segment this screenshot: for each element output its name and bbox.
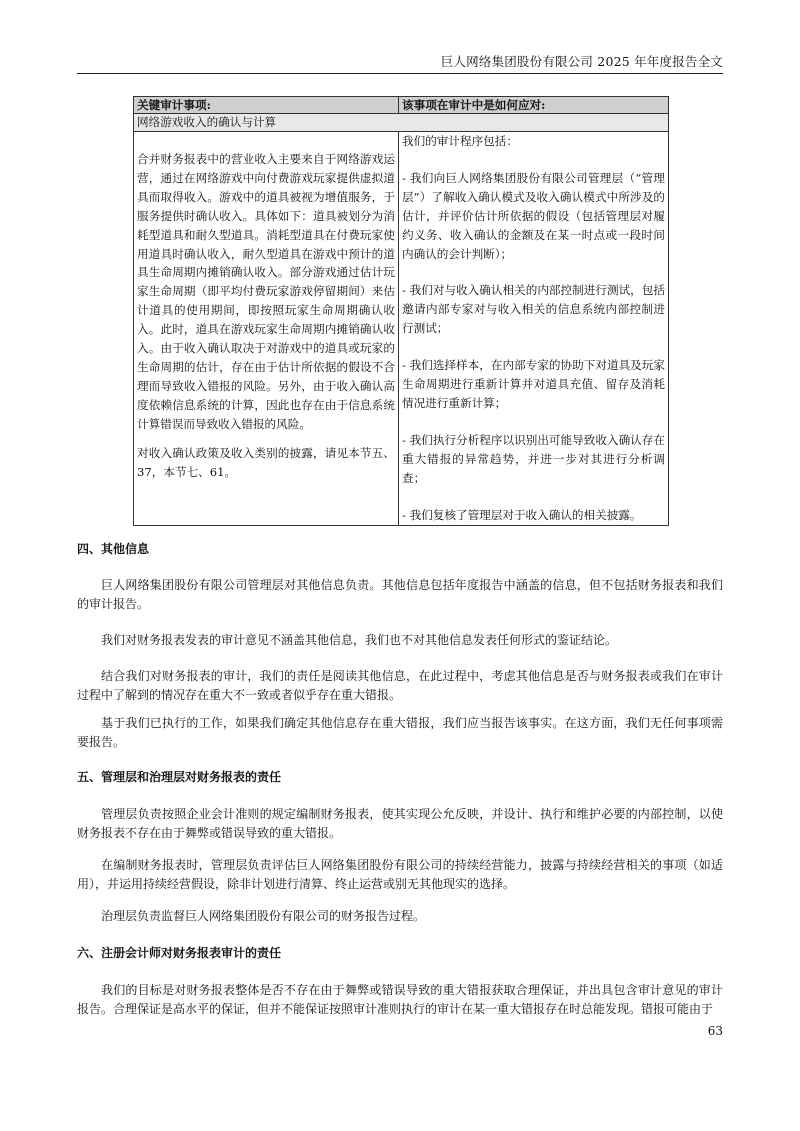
section-heading: 六、注册会计师对财务报表审计的责任	[77, 946, 282, 960]
section-heading: 五、管理层和治理层对财务报表的责任	[77, 770, 282, 784]
section-management-responsibility-heading-block	[77, 768, 723, 787]
header-divider	[77, 73, 723, 74]
col-header-key-matter: 关键审计事项:	[134, 97, 399, 114]
audit-procedure-item: - 我们选择样本，在内部专家的协助下对道具及玩家生命周期进行重新计算并对道具充值、留存及消耗情况进行重新计算；	[402, 358, 665, 410]
section4-paragraph-4-block	[77, 714, 723, 752]
section5-paragraph-2-block	[77, 856, 723, 894]
body-paragraph: 在编制财务报表时，管理层负责评估巨人网络集团股份有限公司的持续经营能力，披露与持续经营相关的事项（如适用），并运用持续经营假设，除非计划进行清算、终止运营或别无其他现实的选择。	[77, 858, 723, 891]
table-subheader-row	[134, 114, 669, 132]
audit-procedure-item: - 我们复核了管理层对于收入确认的相关披露。	[402, 507, 642, 522]
body-paragraph: 我们的目标是对财务报表整体是否不存在由于舞弊或错误导致的重大错报获取合理保证，并出具包含审计意见的审计报告。合理保证是高水平的保证，但并不能保证按照审计准则执行的审计在某一重大错报存在时总能发现。错报可能由于	[77, 983, 723, 1016]
matter-description-cell	[134, 132, 399, 526]
page-number: 63	[707, 1024, 723, 1038]
section-other-information-heading-block	[77, 540, 723, 559]
page-header-title: 巨人网络集团股份有限公司 2025 年年度报告全文	[440, 54, 723, 69]
matter-disclosure-reference: 对收入确认政策及收入类别的披露，请见本节五、37，本节七、61。	[137, 445, 395, 479]
body-paragraph: 我们对财务报表发表的审计意见不涵盖其他信息，我们也不对其他信息发表任何形式的鉴证结论。	[101, 633, 618, 647]
audit-procedure-intro: 我们的审计程序包括：	[402, 134, 518, 148]
section5-paragraph-3-block	[77, 907, 723, 926]
audit-procedure-item: - 我们对与收入确认相关的内部控制进行测试，包括邀请内部专家对与收入相关的信息系统内部控制进行测试；	[402, 283, 665, 336]
body-paragraph: 治理层负责监督巨人网络集团股份有限公司的财务报告过程。	[101, 909, 426, 923]
table-body-row	[134, 132, 669, 526]
body-paragraph: 基于我们已执行的工作，如果我们确定其他信息存在重大错报，我们应当报告该事实。在这方面，我们无任何事项需要报告。	[77, 716, 723, 749]
table-header-row	[134, 97, 669, 114]
section4-paragraph-3-block	[77, 667, 723, 705]
section5-paragraph-1-block	[77, 805, 723, 843]
section6-paragraph-1-block	[77, 981, 723, 1019]
body-paragraph: 管理层负责按照企业会计准则的规定编制财务报表，使其实现公允反映，并设计、执行和维护必要的内部控制，以使财务报表不存在由于舞弊或错误导致的重大错报。	[77, 807, 723, 840]
col-header-audit-response: 该事项在审计中是如何应对:	[399, 97, 669, 114]
key-audit-matter-table	[133, 96, 669, 526]
audit-procedure-item: - 我们向巨人网络集团股份有限公司管理层（“管理层”）了解收入确认模式及收入确认模式中所涉及的估计，并评价估计所依据的假设（包括管理层对履约义务、收入确认的金额及在某一时点或一段时间内确认的会计判断）；	[402, 170, 665, 261]
audit-response-cell	[399, 132, 669, 526]
audit-procedure-item: - 我们执行分析程序以识别出可能导致收入确认存在重大错报的异常趋势，并进一步对其进行分析调查；	[402, 432, 665, 485]
section4-paragraph-2-block	[77, 631, 723, 650]
section-heading: 四、其他信息	[77, 542, 150, 556]
matter-title: 网络游戏收入的确认与计算	[134, 114, 669, 132]
body-paragraph: 结合我们对财务报表的审计，我们的责任是阅读其他信息，在此过程中，考虑其他信息是否与财务报表或我们在审计过程中了解到的情况存在重大不一致或者似乎存在重大错报。	[77, 669, 723, 702]
section4-paragraph-1-block	[77, 576, 723, 614]
matter-description: 合并财务报表中的营业收入主要来自于网络游戏运营，通过在网络游戏中向付费游戏玩家提供虚拟道具而取得收入。游戏中的道具被视为增值服务，于服务提供时确认收入。具体如下：道具被划分为消耗型道具和耐久型道具。消耗型道具在付费玩家使用道具时确认收入，耐久型道具在游戏中预计的道具生命周期内摊销确认收入。部分游戏通过估计玩家生命周期（即平均付费玩家游戏停留期间）来估计道具的使用期间，即按照玩家生命周期确认收入。此时，道具在游戏玩家生命周期内摊销确认收入。由于收入确认取决于对游戏中的道具或玩家的生命周期的估计，存在由于估计所依据的假设不合理而导致收入错报的风险。另外，由于收入确认高度依赖信息系统的计算，因此也存在由于信息系统计算错误而导致收入错报的风险。	[137, 152, 395, 431]
body-paragraph: 巨人网络集团股份有限公司管理层对其他信息负责。其他信息包括年度报告中涵盖的信息，但不包括财务报表和我们的审计报告。	[77, 578, 723, 611]
section-auditor-responsibility-heading-block	[77, 944, 723, 963]
